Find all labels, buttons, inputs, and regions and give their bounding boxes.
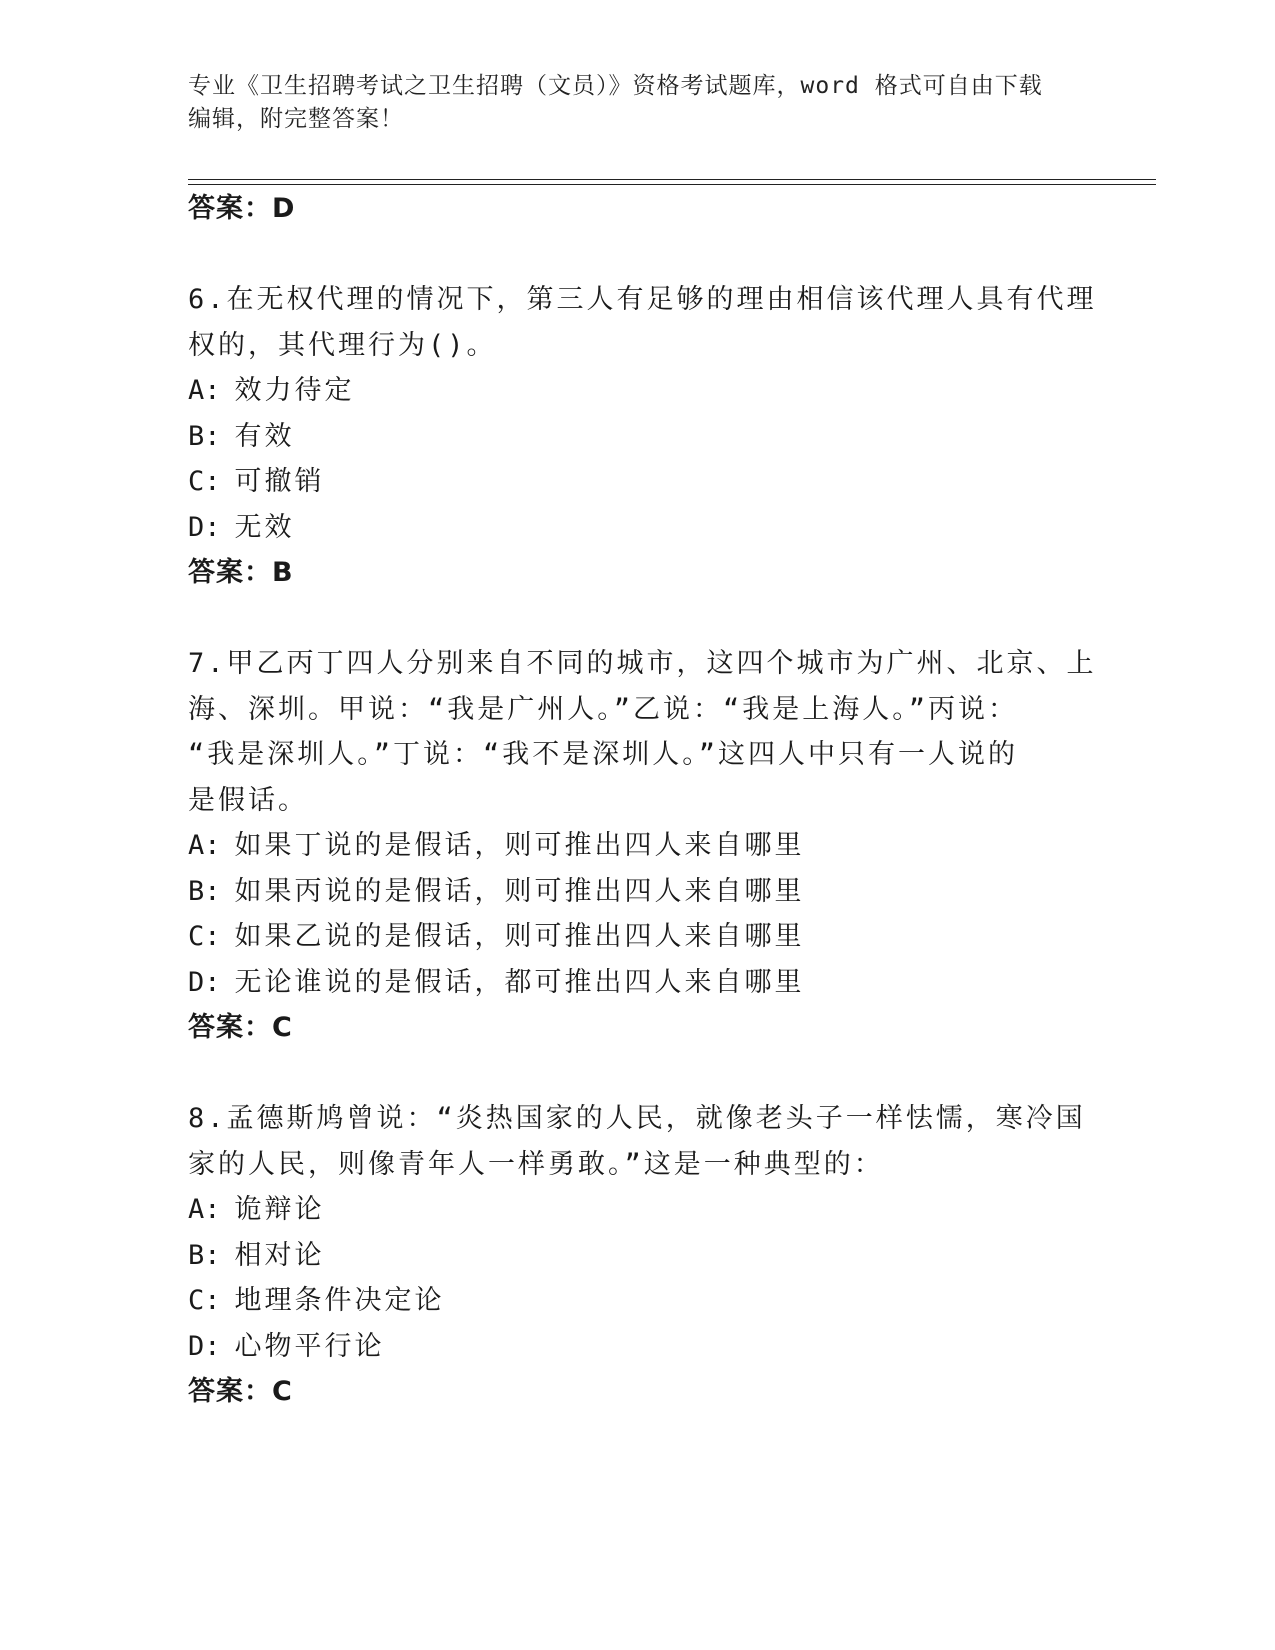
option-c <box>188 1278 1088 1324</box>
option-separator: : <box>204 1194 221 1225</box>
question-8 <box>188 1096 1088 1415</box>
option-separator: : <box>204 1330 221 1362</box>
option-d <box>188 1324 1088 1370</box>
option-text: 可撤销 <box>234 466 325 497</box>
option-separator: : <box>204 966 221 998</box>
option-letter: D <box>188 1330 205 1362</box>
question-stem-line: 6.在无权代理的情况下，第三人有足够的理由相信该代理人具有代理 <box>188 284 1097 315</box>
option-text: 无效 <box>234 511 295 543</box>
question-stem-line: “我是深圳人。”丁说：“我不是深圳人。”这四人中只有一人说的 <box>188 739 1019 770</box>
header-line-2: 编辑，附完整答案！ <box>188 106 404 132</box>
previous-answer: 答案：D <box>188 193 296 224</box>
option-text: 有效 <box>234 420 295 452</box>
document-header <box>188 70 1088 136</box>
option-separator: : <box>204 466 221 497</box>
header-line-1: 专业《卫生招聘考试之卫生招聘（文员）》资格考试题库，word 格式可自由下载 <box>188 73 1043 99</box>
option-separator: : <box>204 420 221 452</box>
question-7 <box>188 641 1097 1051</box>
option-letter: C <box>188 466 205 497</box>
option-letter: B <box>188 875 205 907</box>
option-text: 如果丁说的是假话，则可推出四人来自哪里 <box>234 830 805 861</box>
question-6 <box>188 277 1097 596</box>
header-rule-top <box>188 179 1156 180</box>
option-d <box>188 960 1088 1006</box>
option-a <box>188 1187 1088 1233</box>
option-separator: : <box>204 921 221 952</box>
option-a <box>188 823 1088 869</box>
option-c <box>188 914 1088 960</box>
option-letter: D <box>188 966 205 998</box>
option-text: 如果丙说的是假话，则可推出四人来自哪里 <box>234 875 805 907</box>
option-text: 效力待定 <box>234 375 355 406</box>
option-text: 地理条件决定论 <box>234 1285 445 1316</box>
option-b <box>188 1233 1088 1279</box>
question-stem-line: 是假话。 <box>188 784 308 816</box>
question-stem-line: 7.甲乙丙丁四人分别来自不同的城市，这四个城市为广州、北京、上 <box>188 648 1097 679</box>
option-text: 如果乙说的是假话，则可推出四人来自哪里 <box>234 921 805 952</box>
answer-line: 答案：C <box>188 1012 293 1043</box>
option-text: 相对论 <box>234 1239 325 1271</box>
spacer <box>188 1051 1088 1097</box>
option-separator: : <box>204 875 221 907</box>
option-letter: D <box>188 511 205 543</box>
option-text: 心物平行论 <box>234 1330 385 1362</box>
answer-line: 答案：B <box>188 557 294 588</box>
option-text: 无论谁说的是假话，都可推出四人来自哪里 <box>234 966 805 998</box>
option-letter: C <box>188 1285 205 1316</box>
option-letter: B <box>188 1239 205 1271</box>
option-letter: A <box>188 375 205 406</box>
option-b <box>188 414 1088 460</box>
question-stem-line: 8.孟德斯鸠曾说：“炎热国家的人民，就像老头子一样怯懦，寒冷国 <box>188 1103 1086 1134</box>
question-stem-line: 权的，其代理行为()。 <box>188 329 497 361</box>
spacer <box>188 232 1088 278</box>
option-d <box>188 505 1088 551</box>
option-text: 诡辩论 <box>234 1194 325 1225</box>
option-letter: B <box>188 420 205 452</box>
answer-line: 答案：C <box>188 1376 293 1407</box>
option-b <box>188 869 1088 915</box>
header-rule-bottom <box>188 184 1156 185</box>
option-letter: A <box>188 830 205 861</box>
spacer <box>188 596 1088 642</box>
option-a <box>188 368 1088 414</box>
option-separator: : <box>204 375 221 406</box>
option-separator: : <box>204 1239 221 1271</box>
option-letter: A <box>188 1194 205 1225</box>
question-stem-line: 海、深圳。甲说：“我是广州人。”乙说：“我是上海人。”丙说： <box>188 693 1019 725</box>
option-separator: : <box>204 1285 221 1316</box>
option-separator: : <box>204 511 221 543</box>
option-separator: : <box>204 830 221 861</box>
option-letter: C <box>188 921 205 952</box>
option-c <box>188 459 1088 505</box>
question-stem-line: 家的人民，则像青年人一样勇敢。”这是一种典型的： <box>188 1148 884 1180</box>
question-content <box>188 186 1097 1415</box>
